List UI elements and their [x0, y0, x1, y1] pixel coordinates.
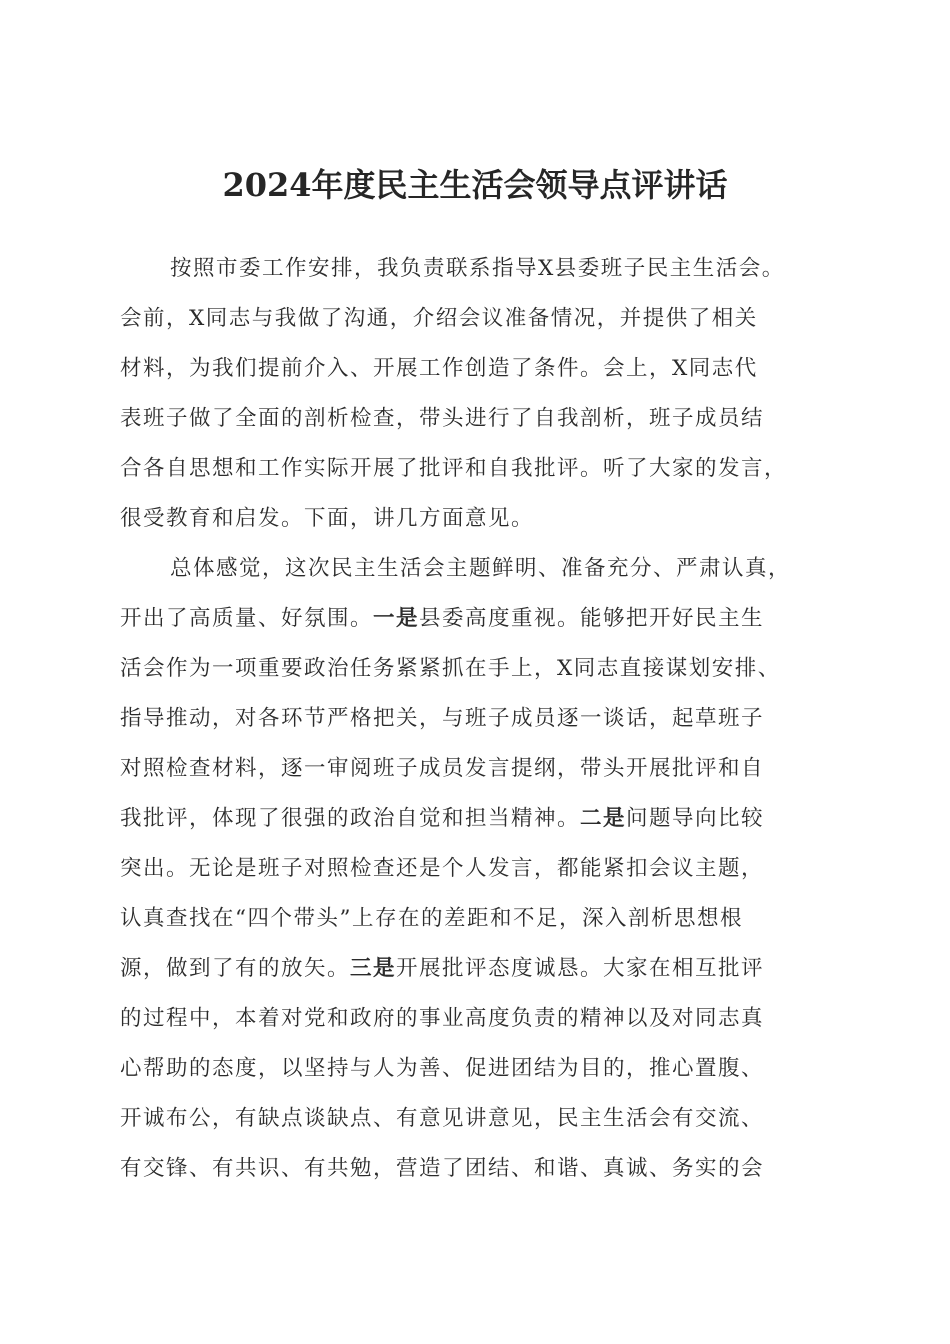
text-line: 突出。无论是班子对照检查还是个人发言，都能紧扣会议主题， — [120, 856, 765, 881]
emphasis-label: 二是 — [580, 806, 627, 831]
text-line: 认真查找在“四个带头”上存在的差距和不足，深入剖析思想根 — [120, 906, 743, 931]
text-segment: 开出了高质量、好氛围。 — [120, 606, 374, 631]
text-line: 合各自思想和工作实际开展了批评和自我批评。听了大家的发言， — [120, 456, 788, 481]
text-line — [120, 944, 832, 994]
paragraph-2 — [120, 544, 832, 1194]
text-line: 活会作为一项重要政治任务紧紧抓在手上，X同志直接谋划安排、 — [120, 656, 781, 681]
text-line: 有交锋、有共识、有共勉，营造了团结、和谐、真诚、务实的会 — [120, 1156, 765, 1181]
text-segment: 我批评，体现了很强的政治自觉和担当精神。 — [120, 806, 581, 831]
text-line: 对照检查材料，逐一审阅班子成员发言提纲，带头开展批评和自 — [120, 756, 765, 781]
text-line: 的过程中，本着对党和政府的事业高度负责的精神以及对同志真 — [120, 1006, 765, 1031]
text-line: 很受教育和启发。下面，讲几方面意见。 — [120, 506, 535, 531]
text-line — [120, 594, 832, 644]
text-segment: 源，做到了有的放矢。 — [120, 956, 351, 981]
paragraph-1 — [120, 244, 832, 544]
document-body — [120, 244, 832, 1194]
text-line: 表班子做了全面的剖析检查，带头进行了自我剖析，班子成员结 — [120, 406, 765, 431]
text-segment: 开展批评态度诚恳。大家在相互批评 — [396, 956, 765, 981]
text-line: 总体感觉，这次民主生活会主题鲜明、准备充分、严肃认真， — [170, 556, 792, 581]
text-line: 开诚布公，有缺点谈缺点、有意见讲意见，民主生活会有交流、 — [120, 1106, 765, 1131]
text-line: 按照市委工作安排，我负责联系指导X县委班子民主生活会。 — [170, 256, 785, 281]
emphasis-label: 一是 — [373, 606, 420, 631]
text-line: 会前，X同志与我做了沟通，介绍会议准备情况，并提供了相关 — [120, 306, 758, 331]
text-line — [120, 794, 832, 844]
text-segment: 问题导向比较 — [626, 806, 765, 831]
emphasis-label: 三是 — [350, 956, 397, 981]
document-title: 2024年度民主生活会领导点评讲话 — [222, 166, 728, 204]
text-segment: 县委高度重视。能够把开好民主生 — [419, 606, 765, 631]
text-line: 材料，为我们提前介入、开展工作创造了条件。会上，X同志代 — [120, 356, 758, 381]
text-line: 指导推动，对各环节严格把关，与班子成员逐一谈话，起草班子 — [120, 706, 765, 731]
text-line: 心帮助的态度，以坚持与人为善、促进团结为目的，推心置腹、 — [120, 1056, 765, 1081]
